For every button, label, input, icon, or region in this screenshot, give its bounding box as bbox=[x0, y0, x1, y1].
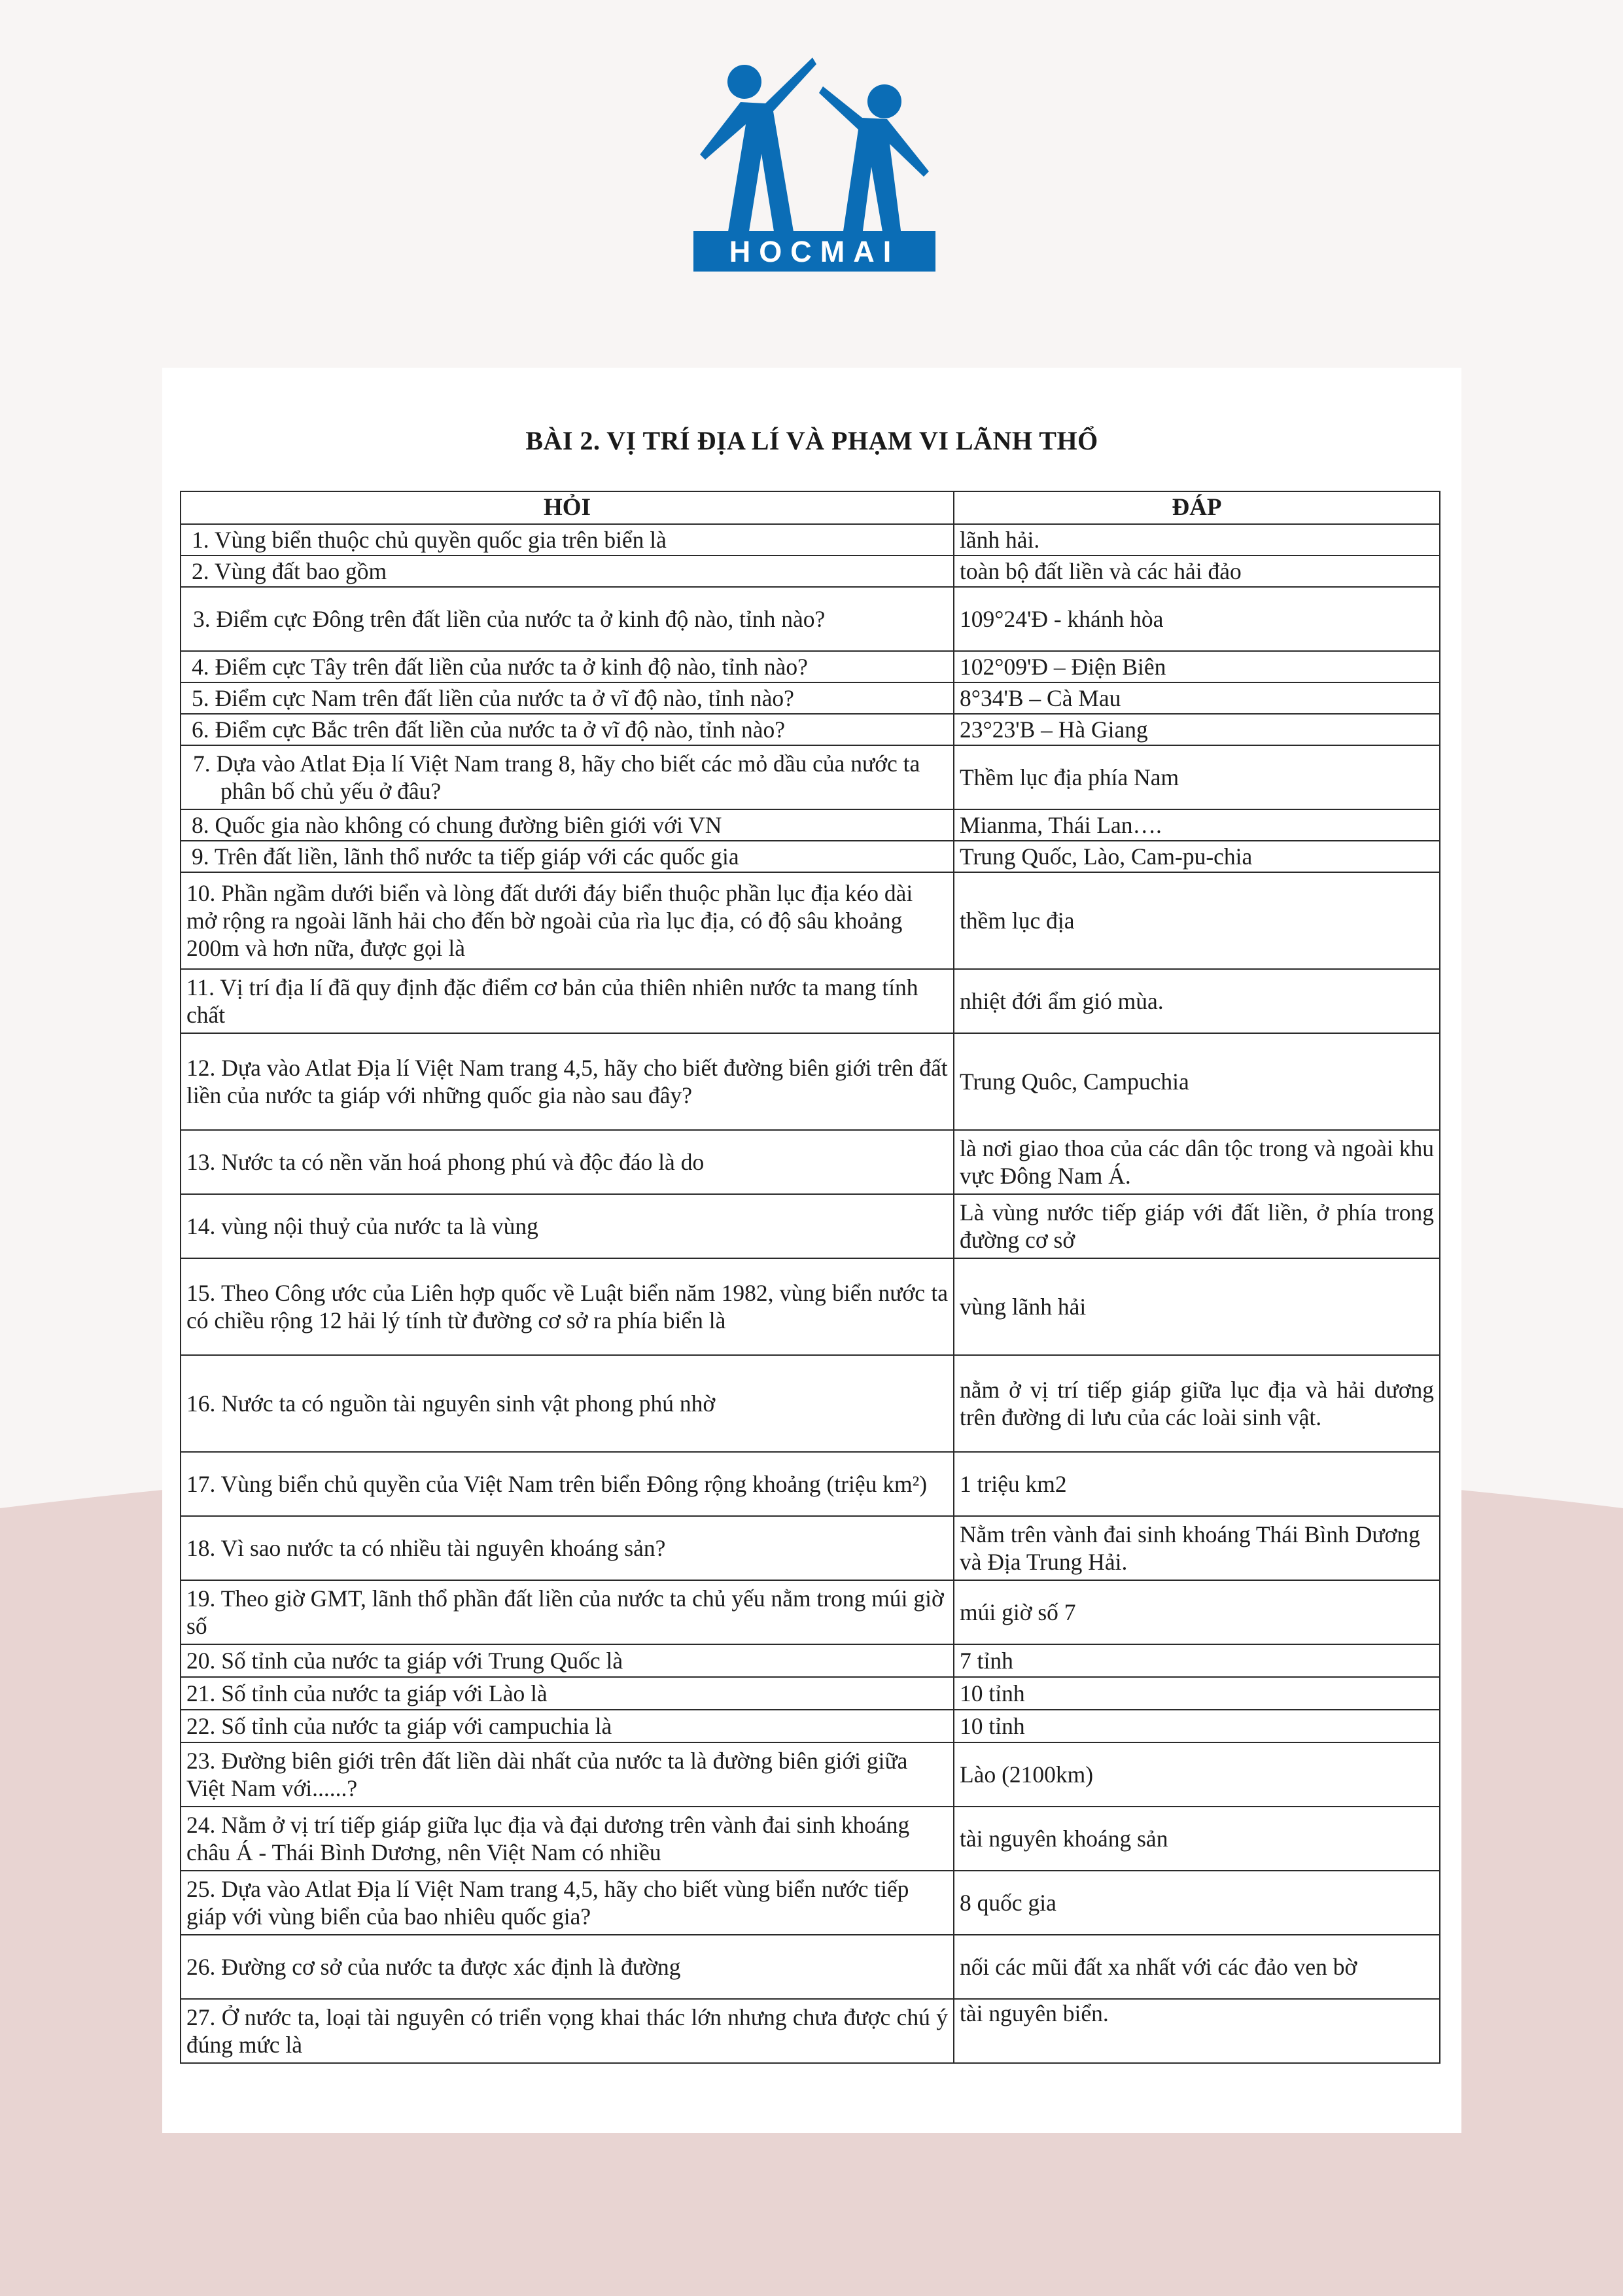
table-row bbox=[181, 1871, 1440, 1935]
answer-cell: 23°23'B – Hà Giang bbox=[954, 714, 1440, 745]
table-row bbox=[181, 1130, 1440, 1194]
answer-cell: 1 triệu km2 bbox=[954, 1452, 1440, 1516]
table-row bbox=[181, 872, 1440, 969]
question-cell: 15. Theo Công ước của Liên hợp quốc về Luật biển năm 1982, vùng biển nước ta có chiều rộng 12 hải lý tính từ đường cơ sở ra phía biển là bbox=[181, 1258, 954, 1355]
question-cell: 16. Nước ta có nguồn tài nguyên sinh vật phong phú nhờ bbox=[181, 1355, 954, 1452]
table-row bbox=[181, 1644, 1440, 1677]
question-cell: 25. Dựa vào Atlat Địa lí Việt Nam trang 4,5, hãy cho biết vùng biển nước tiếp giáp với vùng biển của bao nhiêu quốc gia? bbox=[181, 1871, 954, 1935]
hocmai-logo bbox=[693, 46, 935, 272]
answer-cell: là nơi giao thoa của các dân tộc trong và ngoài khu vực Đông Nam Á. bbox=[954, 1130, 1440, 1194]
table-row bbox=[181, 841, 1440, 872]
question-cell: 20. Số tỉnh của nước ta giáp với Trung Quốc là bbox=[181, 1644, 954, 1677]
table-row bbox=[181, 745, 1440, 809]
answer-cell: 8 quốc gia bbox=[954, 1871, 1440, 1935]
answer-cell: Là vùng nước tiếp giáp với đất liền, ở phía trong đường cơ sở bbox=[954, 1194, 1440, 1258]
table-row bbox=[181, 1677, 1440, 1710]
answer-cell: tài nguyên khoáng sản bbox=[954, 1807, 1440, 1871]
question-cell: 11. Vị trí địa lí đã quy định đặc điểm cơ bản của thiên nhiên nước ta mang tính chất bbox=[181, 969, 954, 1033]
question-cell: 2. Vùng đất bao gồm bbox=[181, 556, 954, 587]
answer-cell: Thềm lục địa phía Nam bbox=[954, 745, 1440, 809]
answer-cell: nối các mũi đất xa nhất với các đảo ven bờ bbox=[954, 1935, 1440, 1999]
answer-cell: thềm lục địa bbox=[954, 872, 1440, 969]
table-row bbox=[181, 809, 1440, 841]
qa-table bbox=[180, 491, 1440, 2064]
question-cell: 9. Trên đất liền, lãnh thổ nước ta tiếp giáp với các quốc gia bbox=[181, 841, 954, 872]
two-people-icon bbox=[700, 58, 929, 236]
answer-cell: 10 tỉnh bbox=[954, 1677, 1440, 1710]
answer-cell: nhiệt đới ẩm gió mùa. bbox=[954, 969, 1440, 1033]
answer-cell: Mianma, Thái Lan…. bbox=[954, 809, 1440, 841]
table-row bbox=[181, 1742, 1440, 1807]
table-row bbox=[181, 682, 1440, 714]
question-cell: 13. Nước ta có nền văn hoá phong phú và độc đáo là do bbox=[181, 1130, 954, 1194]
question-cell: 7. Dựa vào Atlat Địa lí Việt Nam trang 8, hãy cho biết các mỏ dầu của nước ta phân bố chủ yếu ở đâu? bbox=[181, 745, 954, 809]
table-row bbox=[181, 651, 1440, 682]
question-cell: 22. Số tỉnh của nước ta giáp với campuchia là bbox=[181, 1710, 954, 1742]
table-row bbox=[181, 1807, 1440, 1871]
question-cell: 6. Điểm cực Bắc trên đất liền của nước ta ở vĩ độ nào, tỉnh nào? bbox=[181, 714, 954, 745]
table-header-row bbox=[181, 491, 1440, 524]
header-question: HỎI bbox=[181, 491, 954, 524]
question-cell: 18. Vì sao nước ta có nhiều tài nguyên khoáng sản? bbox=[181, 1516, 954, 1580]
table-row bbox=[181, 1033, 1440, 1130]
table-row bbox=[181, 1935, 1440, 1999]
question-cell: 10. Phần ngầm dưới biển và lòng đất dưới đáy biển thuộc phần lục địa kéo dài mở rộng ra ngoài lãnh hải cho đến bờ ngoài của rìa lục địa, có độ sâu khoảng 200m và hơn nữa, được gọi là bbox=[181, 872, 954, 969]
table-row bbox=[181, 587, 1440, 651]
question-cell: 24. Nằm ở vị trí tiếp giáp giữa lục địa và đại dương trên vành đai sinh khoáng châu Á - Thái Bình Dương, nên Việt Nam có nhiều bbox=[181, 1807, 954, 1871]
table-row bbox=[181, 1516, 1440, 1580]
answer-cell: nằm ở vị trí tiếp giáp giữa lục địa và hải dương trên đường di lưu của các loài sinh vật. bbox=[954, 1355, 1440, 1452]
question-cell: 21. Số tỉnh của nước ta giáp với Lào là bbox=[181, 1677, 954, 1710]
table-row bbox=[181, 969, 1440, 1033]
table-row bbox=[181, 1580, 1440, 1644]
question-cell: 3. Điểm cực Đông trên đất liền của nước ta ở kinh độ nào, tỉnh nào? bbox=[181, 587, 954, 651]
answer-cell: toàn bộ đất liền và các hải đảo bbox=[954, 556, 1440, 587]
question-cell: 8. Quốc gia nào không có chung đường biên giới với VN bbox=[181, 809, 954, 841]
answer-cell: vùng lãnh hải bbox=[954, 1258, 1440, 1355]
table-row bbox=[181, 556, 1440, 587]
question-cell: 5. Điểm cực Nam trên đất liền của nước ta ở vĩ độ nào, tỉnh nào? bbox=[181, 682, 954, 714]
answer-cell: 7 tỉnh bbox=[954, 1644, 1440, 1677]
answer-cell: 102°09'Đ – Điện Biên bbox=[954, 651, 1440, 682]
question-cell: 19. Theo giờ GMT, lãnh thổ phần đất liền của nước ta chủ yếu nằm trong múi giờ số bbox=[181, 1580, 954, 1644]
table-row bbox=[181, 1999, 1440, 2063]
answer-cell: 109°24'Đ - khánh hòa bbox=[954, 587, 1440, 651]
answer-cell: 8°34'B – Cà Mau bbox=[954, 682, 1440, 714]
answer-cell: lãnh hải. bbox=[954, 524, 1440, 556]
document-page bbox=[162, 368, 1461, 2133]
question-cell: 26. Đường cơ sở của nước ta được xác định là đường bbox=[181, 1935, 954, 1999]
header-answer: ĐÁP bbox=[954, 491, 1440, 524]
logo-text: HOCMAI bbox=[729, 235, 900, 268]
table-row bbox=[181, 1355, 1440, 1452]
table-row bbox=[181, 1452, 1440, 1516]
answer-cell: Nằm trên vành đai sinh khoáng Thái Bình Dương và Địa Trung Hải. bbox=[954, 1516, 1440, 1580]
table-row bbox=[181, 1710, 1440, 1742]
table-row bbox=[181, 1194, 1440, 1258]
answer-cell: 10 tỉnh bbox=[954, 1710, 1440, 1742]
answer-cell: Lào (2100km) bbox=[954, 1742, 1440, 1807]
answer-cell: Trung Quốc, Lào, Cam-pu-chia bbox=[954, 841, 1440, 872]
answer-cell: múi giờ số 7 bbox=[954, 1580, 1440, 1644]
question-cell: 12. Dựa vào Atlat Địa lí Việt Nam trang 4,5, hãy cho biết đường biên giới trên đất liền của nước ta giáp với những quốc gia nào sau đây? bbox=[181, 1033, 954, 1130]
table-row bbox=[181, 714, 1440, 745]
answer-cell: Trung Quôc, Campuchia bbox=[954, 1033, 1440, 1130]
question-cell: 1. Vùng biển thuộc chủ quyền quốc gia trên biển là bbox=[181, 524, 954, 556]
question-cell: 4. Điểm cực Tây trên đất liền của nước ta ở kinh độ nào, tỉnh nào? bbox=[181, 651, 954, 682]
answer-cell: tài nguyên biển. bbox=[954, 1999, 1440, 2063]
question-cell: 27. Ở nước ta, loại tài nguyên có triển vọng khai thác lớn nhưng chưa được chú ý đúng mức là bbox=[181, 1999, 954, 2063]
question-cell: 14. vùng nội thuỷ của nước ta là vùng bbox=[181, 1194, 954, 1258]
table-row bbox=[181, 1258, 1440, 1355]
question-cell: 17. Vùng biển chủ quyền của Việt Nam trên biển Đông rộng khoảng (triệu km²) bbox=[181, 1452, 954, 1516]
table-row bbox=[181, 524, 1440, 556]
question-cell: 23. Đường biên giới trên đất liền dài nhất của nước ta là đường biên giới giữa Việt Nam với......? bbox=[181, 1742, 954, 1807]
page-title: BÀI 2. VỊ TRÍ ĐỊA LÍ VÀ PHẠM VI LÃNH THỔ bbox=[525, 426, 1098, 455]
